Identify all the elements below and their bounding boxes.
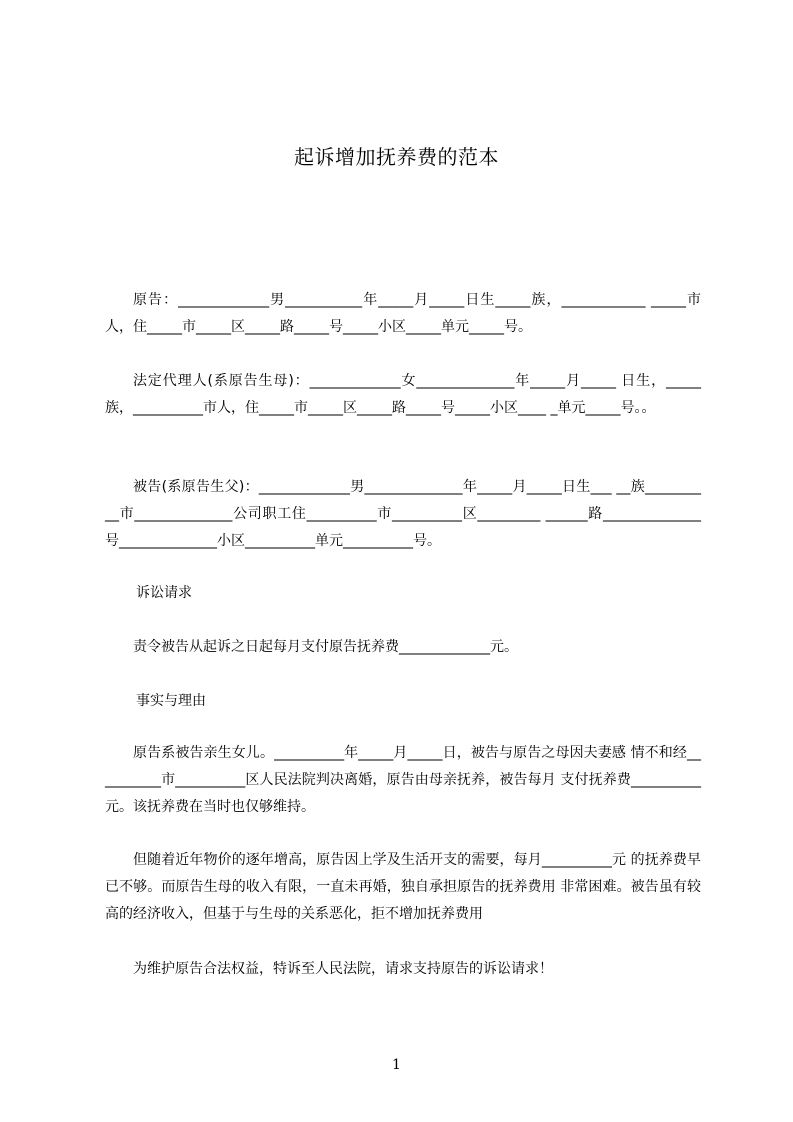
agent-paragraph: 法定代理人(系原告生母)：_____________女______________年_____月_____ 日生，_____族，__________市人，住_____市_____区_____路_____号_____小区____ _单元_____号。。 bbox=[105, 373, 701, 416]
claim-paragraph: 责令被告从起诉之日起每月支付原告抚养费_____________元。 bbox=[133, 639, 518, 655]
facts-paragraph-2: 但随着近年物价的逐年增高，原告因上学及生活开支的需要，每月__________元 的抚养费早已不够。而原告生母的收入有限，一直未再婚，独自承担原告的抚养费用 非常困难。被告虽有较高的经济收入，但基于与生母的关系恶化，拒不增加抚养费用 bbox=[105, 852, 701, 922]
defendant-paragraph: 被告(系原告生父)：_____________男______________年_____月_____日生___ __族__________市______________公司职工住__________市__________区_________ ______路______________号______________小区__________单元__________号。 bbox=[105, 479, 701, 549]
facts-heading: 事实与理由 bbox=[136, 693, 206, 709]
claims-heading: 诉讼请求 bbox=[136, 585, 192, 601]
conclusion-paragraph: 为维护原告合法权益，特诉至人民法院，请求支持原告的诉讼请求！ bbox=[133, 961, 553, 977]
document-title: 起诉增加抚养费的范本 bbox=[294, 145, 499, 169]
plaintiff-paragraph: 原告：_____________男___________年_____月_____日生_____族，____________ _____市人，住_____市_____区_____路_____号_____小区_____单元_____号。 bbox=[105, 292, 701, 335]
page-number: 1 bbox=[392, 1057, 401, 1073]
facts-paragraph-1: 原告系被告亲生女儿。__________年_____月_____日，被告与原告之母因夫妻感 情不和经__________市__________区人民法院判决离婚，原告由母亲抚养，被告每月 支付抚养费__________元。该抚养费在当时也仅够维持。 bbox=[105, 745, 701, 815]
